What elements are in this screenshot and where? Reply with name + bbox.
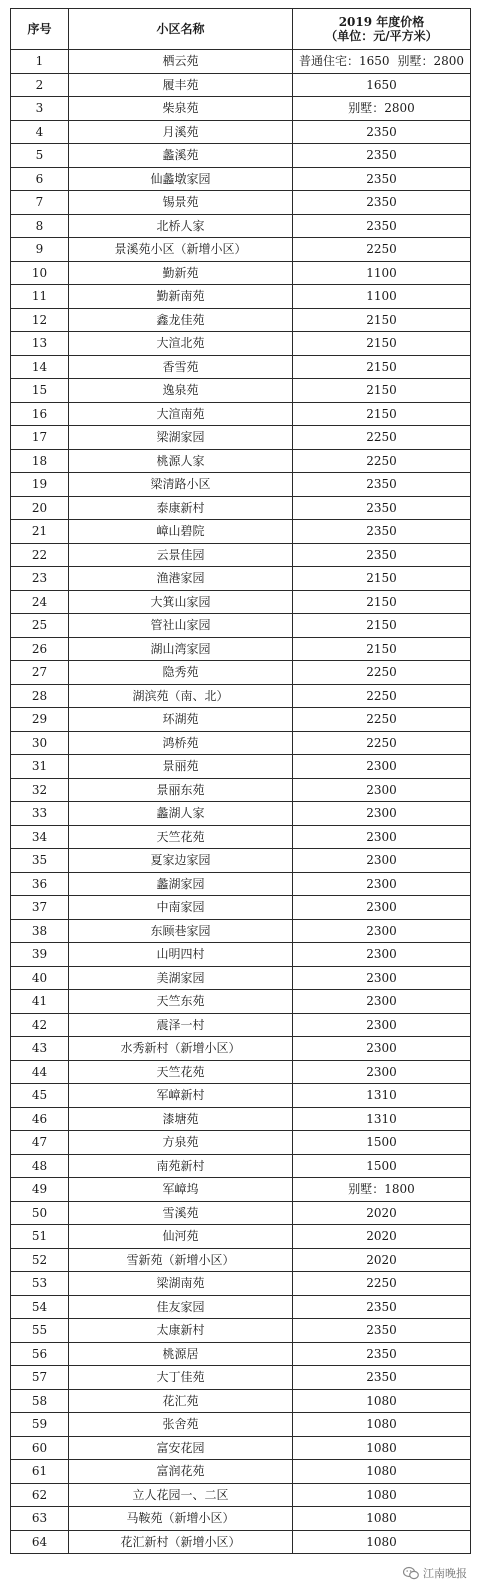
cell-serial-number: 13	[11, 332, 69, 356]
table-row	[11, 1131, 471, 1155]
table-row	[11, 943, 471, 967]
cell-serial-number: 32	[11, 778, 69, 802]
table-row	[11, 473, 471, 497]
cell-serial-number: 18	[11, 449, 69, 473]
table-row	[11, 1460, 471, 1484]
cell-community-name: 山明四村	[69, 943, 293, 967]
cell-price: 2350	[293, 191, 471, 215]
cell-community-name: 大渲北苑	[69, 332, 293, 356]
table-row	[11, 1060, 471, 1084]
table-row	[11, 355, 471, 379]
cell-price: 2350	[293, 520, 471, 544]
cell-price: 2300	[293, 755, 471, 779]
cell-serial-number: 6	[11, 167, 69, 191]
cell-price: 1500	[293, 1131, 471, 1155]
cell-serial-number: 53	[11, 1272, 69, 1296]
cell-price: 2250	[293, 684, 471, 708]
table-row	[11, 496, 471, 520]
cell-serial-number: 29	[11, 708, 69, 732]
cell-price: 2250	[293, 238, 471, 262]
cell-community-name: 履丰苑	[69, 73, 293, 97]
cell-price: 2300	[293, 872, 471, 896]
cell-community-name: 梁清路小区	[69, 473, 293, 497]
cell-serial-number: 48	[11, 1154, 69, 1178]
cell-price: 2300	[293, 1013, 471, 1037]
cell-community-name: 逸泉苑	[69, 379, 293, 403]
table-row	[11, 825, 471, 849]
cell-serial-number: 57	[11, 1366, 69, 1390]
cell-serial-number: 41	[11, 990, 69, 1014]
cell-price: 2250	[293, 449, 471, 473]
price-split	[293, 54, 470, 68]
table-row	[11, 1413, 471, 1437]
cell-community-name: 仙蠡墩家园	[69, 167, 293, 191]
cell-price: 2300	[293, 825, 471, 849]
cell-price: 2350	[293, 167, 471, 191]
header-price-year: 2019 年度价格	[338, 15, 425, 29]
table-row	[11, 849, 471, 873]
table-row	[11, 1436, 471, 1460]
price-table	[10, 8, 471, 1554]
table-row	[11, 1295, 471, 1319]
cell-serial-number: 14	[11, 355, 69, 379]
table-row	[11, 919, 471, 943]
cell-serial-number: 60	[11, 1436, 69, 1460]
cell-price: 2300	[293, 1037, 471, 1061]
table-row	[11, 896, 471, 920]
watermark-text: 江南晚报	[423, 1567, 467, 1580]
table-row	[11, 872, 471, 896]
cell-community-name: 大渲南苑	[69, 402, 293, 426]
table-row	[11, 661, 471, 685]
cell-price: 2150	[293, 590, 471, 614]
cell-community-name: 蠡湖人家	[69, 802, 293, 826]
cell-serial-number: 2	[11, 73, 69, 97]
cell-price: 2300	[293, 919, 471, 943]
table-row	[11, 1342, 471, 1366]
cell-price: 2250	[293, 661, 471, 685]
cell-price	[293, 50, 471, 74]
cell-serial-number: 21	[11, 520, 69, 544]
cell-price: 2150	[293, 332, 471, 356]
table-row	[11, 1319, 471, 1343]
cell-price: 1100	[293, 261, 471, 285]
cell-price: 2350	[293, 1319, 471, 1343]
cell-community-name: 南苑新村	[69, 1154, 293, 1178]
cell-serial-number: 55	[11, 1319, 69, 1343]
table-row	[11, 402, 471, 426]
table-row	[11, 426, 471, 450]
cell-price: 2300	[293, 990, 471, 1014]
cell-serial-number: 43	[11, 1037, 69, 1061]
table-row	[11, 520, 471, 544]
cell-price: 2350	[293, 1342, 471, 1366]
cell-community-name: 东顾巷家园	[69, 919, 293, 943]
table-row	[11, 73, 471, 97]
cell-community-name: 立人花园一、二区	[69, 1483, 293, 1507]
cell-price: 2300	[293, 943, 471, 967]
cell-serial-number: 30	[11, 731, 69, 755]
cell-serial-number: 47	[11, 1131, 69, 1155]
table-row	[11, 966, 471, 990]
table-row	[11, 731, 471, 755]
table-row	[11, 590, 471, 614]
cell-community-name: 天竺花苑	[69, 1060, 293, 1084]
cell-community-name: 嶂山碧院	[69, 520, 293, 544]
cell-serial-number: 64	[11, 1530, 69, 1554]
cell-community-name: 马鞍苑（新增小区）	[69, 1507, 293, 1531]
cell-price: 2350	[293, 1366, 471, 1390]
cell-community-name: 管社山家园	[69, 614, 293, 638]
cell-price: 2300	[293, 802, 471, 826]
table-row	[11, 1107, 471, 1131]
table-row	[11, 1483, 471, 1507]
cell-price: 2300	[293, 966, 471, 990]
table-row	[11, 1507, 471, 1531]
cell-serial-number: 45	[11, 1084, 69, 1108]
cell-serial-number: 8	[11, 214, 69, 238]
cell-community-name: 夏家边家园	[69, 849, 293, 873]
table-row	[11, 1225, 471, 1249]
cell-community-name: 雪新苑（新增小区）	[69, 1248, 293, 1272]
cell-serial-number: 9	[11, 238, 69, 262]
cell-community-name: 大丁佳苑	[69, 1366, 293, 1390]
cell-community-name: 勤新南苑	[69, 285, 293, 309]
cell-serial-number: 27	[11, 661, 69, 685]
table-row	[11, 637, 471, 661]
table-row	[11, 191, 471, 215]
price-villa: 别墅：2800	[397, 54, 464, 69]
table-row	[11, 567, 471, 591]
table-row	[11, 261, 471, 285]
cell-price: 别墅：1800	[293, 1178, 471, 1202]
table-row	[11, 120, 471, 144]
cell-community-name: 富润花苑	[69, 1460, 293, 1484]
cell-price: 2150	[293, 402, 471, 426]
table-row	[11, 1037, 471, 1061]
cell-serial-number: 10	[11, 261, 69, 285]
cell-community-name: 中南家园	[69, 896, 293, 920]
header-price	[293, 9, 471, 50]
cell-community-name: 太康新村	[69, 1319, 293, 1343]
table-row	[11, 1366, 471, 1390]
cell-price: 1310	[293, 1107, 471, 1131]
cell-community-name: 美湖家园	[69, 966, 293, 990]
cell-community-name: 景丽苑	[69, 755, 293, 779]
cell-price: 1080	[293, 1483, 471, 1507]
cell-community-name: 佳友家园	[69, 1295, 293, 1319]
cell-price: 1080	[293, 1413, 471, 1437]
cell-price: 1080	[293, 1389, 471, 1413]
cell-community-name: 水秀新村（新增小区）	[69, 1037, 293, 1061]
table-row	[11, 449, 471, 473]
header-community-name: 小区名称	[69, 9, 293, 50]
cell-price: 2300	[293, 849, 471, 873]
cell-serial-number: 38	[11, 919, 69, 943]
cell-price: 2350	[293, 473, 471, 497]
cell-community-name: 漆塘苑	[69, 1107, 293, 1131]
cell-community-name: 天竺东苑	[69, 990, 293, 1014]
cell-serial-number: 28	[11, 684, 69, 708]
cell-community-name: 雪溪苑	[69, 1201, 293, 1225]
cell-community-name: 月溪苑	[69, 120, 293, 144]
cell-price: 1310	[293, 1084, 471, 1108]
watermark	[400, 1564, 470, 1582]
cell-serial-number: 11	[11, 285, 69, 309]
cell-serial-number: 49	[11, 1178, 69, 1202]
cell-price: 2020	[293, 1201, 471, 1225]
cell-community-name: 蠡湖家园	[69, 872, 293, 896]
cell-serial-number: 61	[11, 1460, 69, 1484]
cell-price: 2150	[293, 637, 471, 661]
cell-price: 2350	[293, 1295, 471, 1319]
table-row	[11, 684, 471, 708]
cell-community-name: 仙河苑	[69, 1225, 293, 1249]
cell-price: 1650	[293, 73, 471, 97]
cell-serial-number: 35	[11, 849, 69, 873]
price-table-sheet	[10, 8, 470, 1554]
table-row	[11, 308, 471, 332]
cell-price: 2150	[293, 614, 471, 638]
cell-serial-number: 37	[11, 896, 69, 920]
cell-price: 2250	[293, 426, 471, 450]
price-residential: 普通住宅：1650	[299, 54, 390, 69]
cell-serial-number: 31	[11, 755, 69, 779]
cell-serial-number: 36	[11, 872, 69, 896]
cell-community-name: 锡景苑	[69, 191, 293, 215]
cell-price: 1100	[293, 285, 471, 309]
table-row	[11, 614, 471, 638]
cell-price: 别墅：2800	[293, 97, 471, 121]
cell-community-name: 景丽东苑	[69, 778, 293, 802]
table-row	[11, 1530, 471, 1554]
cell-serial-number: 12	[11, 308, 69, 332]
cell-price: 1500	[293, 1154, 471, 1178]
cell-price: 2250	[293, 708, 471, 732]
cell-price: 2150	[293, 355, 471, 379]
cell-community-name: 张舍苑	[69, 1413, 293, 1437]
cell-serial-number: 24	[11, 590, 69, 614]
table-row	[11, 802, 471, 826]
cell-serial-number: 25	[11, 614, 69, 638]
cell-serial-number: 58	[11, 1389, 69, 1413]
cell-serial-number: 51	[11, 1225, 69, 1249]
cell-price: 1080	[293, 1460, 471, 1484]
table-row	[11, 755, 471, 779]
header-price-unit: （单位：元/平方米）	[325, 29, 438, 43]
cell-serial-number: 5	[11, 144, 69, 168]
cell-serial-number: 46	[11, 1107, 69, 1131]
table-row	[11, 285, 471, 309]
cell-price: 2300	[293, 1060, 471, 1084]
cell-community-name: 景溪苑小区（新增小区）	[69, 238, 293, 262]
cell-serial-number: 50	[11, 1201, 69, 1225]
cell-serial-number: 15	[11, 379, 69, 403]
cell-price: 2350	[293, 496, 471, 520]
cell-community-name: 蠡溪苑	[69, 144, 293, 168]
cell-community-name: 北桥人家	[69, 214, 293, 238]
cell-community-name: 湖山湾家园	[69, 637, 293, 661]
table-row	[11, 1013, 471, 1037]
cell-community-name: 花汇苑	[69, 1389, 293, 1413]
cell-community-name: 大箕山家园	[69, 590, 293, 614]
table-row	[11, 238, 471, 262]
cell-community-name: 桃源人家	[69, 449, 293, 473]
cell-community-name: 军嶂新村	[69, 1084, 293, 1108]
table-row	[11, 1084, 471, 1108]
cell-serial-number: 7	[11, 191, 69, 215]
cell-price: 1080	[293, 1530, 471, 1554]
table-row	[11, 708, 471, 732]
cell-community-name: 泰康新村	[69, 496, 293, 520]
cell-price: 1080	[293, 1436, 471, 1460]
cell-serial-number: 17	[11, 426, 69, 450]
table-row	[11, 1272, 471, 1296]
table-row	[11, 1248, 471, 1272]
cell-serial-number: 1	[11, 50, 69, 74]
cell-price: 2150	[293, 379, 471, 403]
cell-serial-number: 56	[11, 1342, 69, 1366]
cell-price: 2350	[293, 120, 471, 144]
cell-serial-number: 42	[11, 1013, 69, 1037]
cell-price: 2250	[293, 731, 471, 755]
cell-price: 2020	[293, 1225, 471, 1249]
cell-serial-number: 16	[11, 402, 69, 426]
table-row	[11, 144, 471, 168]
cell-community-name: 方泉苑	[69, 1131, 293, 1155]
table-row	[11, 543, 471, 567]
cell-serial-number: 22	[11, 543, 69, 567]
cell-serial-number: 54	[11, 1295, 69, 1319]
table-row	[11, 778, 471, 802]
table-row	[11, 167, 471, 191]
cell-price: 1080	[293, 1507, 471, 1531]
cell-community-name: 柴泉苑	[69, 97, 293, 121]
cell-community-name: 天竺花苑	[69, 825, 293, 849]
cell-price: 2300	[293, 896, 471, 920]
cell-serial-number: 20	[11, 496, 69, 520]
cell-serial-number: 62	[11, 1483, 69, 1507]
cell-price: 2350	[293, 144, 471, 168]
cell-community-name: 梁湖南苑	[69, 1272, 293, 1296]
cell-price: 2300	[293, 778, 471, 802]
table-row	[11, 1178, 471, 1202]
header-serial-number: 序号	[11, 9, 69, 50]
cell-serial-number: 44	[11, 1060, 69, 1084]
cell-serial-number: 34	[11, 825, 69, 849]
cell-serial-number: 52	[11, 1248, 69, 1272]
table-header	[11, 9, 471, 50]
table-row	[11, 1389, 471, 1413]
cell-community-name: 云景佳园	[69, 543, 293, 567]
cell-serial-number: 4	[11, 120, 69, 144]
cell-price: 2150	[293, 567, 471, 591]
cell-community-name: 鑫龙佳苑	[69, 308, 293, 332]
cell-serial-number: 23	[11, 567, 69, 591]
cell-community-name: 军嶂坞	[69, 1178, 293, 1202]
table-row	[11, 990, 471, 1014]
cell-serial-number: 39	[11, 943, 69, 967]
cell-serial-number: 19	[11, 473, 69, 497]
cell-price: 2150	[293, 308, 471, 332]
table-row	[11, 50, 471, 74]
table-row	[11, 97, 471, 121]
cell-community-name: 隐秀苑	[69, 661, 293, 685]
cell-community-name: 渔港家园	[69, 567, 293, 591]
cell-serial-number: 40	[11, 966, 69, 990]
table-row	[11, 332, 471, 356]
cell-price: 2350	[293, 543, 471, 567]
cell-community-name: 富安花园	[69, 1436, 293, 1460]
cell-price: 2350	[293, 214, 471, 238]
cell-community-name: 桃源居	[69, 1342, 293, 1366]
cell-serial-number: 26	[11, 637, 69, 661]
cell-community-name: 鸿桥苑	[69, 731, 293, 755]
cell-community-name: 震泽一村	[69, 1013, 293, 1037]
cell-community-name: 栖云苑	[69, 50, 293, 74]
table-body	[11, 50, 471, 1554]
table-row	[11, 214, 471, 238]
cell-price: 2250	[293, 1272, 471, 1296]
cell-serial-number: 3	[11, 97, 69, 121]
cell-community-name: 香雪苑	[69, 355, 293, 379]
table-row	[11, 1201, 471, 1225]
cell-serial-number: 59	[11, 1413, 69, 1437]
cell-serial-number: 33	[11, 802, 69, 826]
cell-community-name: 环湖苑	[69, 708, 293, 732]
wechat-icon	[403, 1566, 419, 1580]
cell-serial-number: 63	[11, 1507, 69, 1531]
cell-community-name: 梁湖家园	[69, 426, 293, 450]
table-row	[11, 1154, 471, 1178]
cell-community-name: 花汇新村（新增小区）	[69, 1530, 293, 1554]
cell-community-name: 湖滨苑（南、北）	[69, 684, 293, 708]
table-row	[11, 379, 471, 403]
cell-price: 2020	[293, 1248, 471, 1272]
cell-community-name: 勤新苑	[69, 261, 293, 285]
